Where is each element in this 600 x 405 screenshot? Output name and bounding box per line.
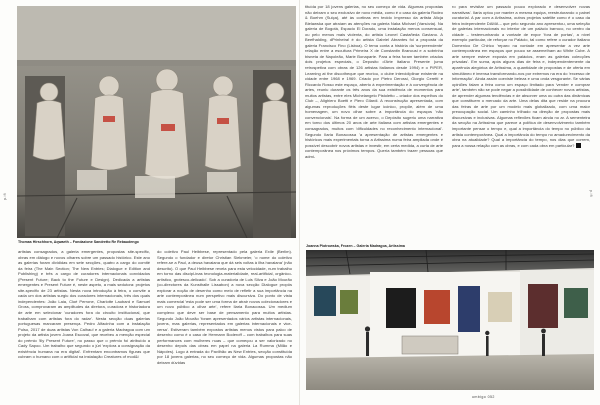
body-text: artistas consagrados, a galeria emergentes, propostas site-specific, obras em diálogo e novos olhares sobre um passado histórico. Este ano as galerias foram divididas em sete secções, quatro a cargo do comité da feira (The Main Section; The New Entries; Dialogue e Edition and Publishing) e três a cargo de curadores internacionais convidados (Present Future; Back to the Future e Design). Dedicada a artistas emergentes e Present Future é, neste aspeto, a mais sedutora: projetos site-specific de 23 artistas. Nesta nova introdução à feira, o convite a cada um dos artistas surgiu dos curadores internacionais, três dos quais independentes: João Laia, Cloé Perrone, Charlotte Laubard e Samuel Gross, comprovaram as amplitudes da diretora, curadora e historiadora de arte em selecionar 'curadores fora do circuito institucional, que trabalham com artistas fora do radar'. Nesta secção duas galerias portuguesas marcaram presença. Pedro Alfacinha com a instalação Pulso, 2017 de duas artistas Von Calhau! e a galeria Madragoa com um projeto da artista jovem Joana Escoval, que recebeu a menção especial do prémio 'illy Present Future', no passo que o prémio foi atribuído a Cady Sapoo. Um trabalho que segundo o júri 'explora a consignação da existência humana na era digital'. Enfrentam encontramos figuras que cubram o humano com o artificial na instalação Creatures of mod&i — [18, 249, 150, 360]
page-folio: p.ifi — [3, 192, 7, 200]
gallery-booth-photo — [306, 250, 594, 390]
body-text: do coletivo Paul Heibbese, representado pela galeria Exile (Berlim). Segundo o fundador e diretor Christian Siekmeier, 'o nome do coletivo refere-se a Paul, a deusa havaiana que dá seis voltas à ilha havaiana' (não descrito). O que Paul Heibbese revela para esta velocidade, num trabalho em torno das discipl-inas tecnologia-materialidade, real-artificial, orgânico-artístico, grotesco-delicado'. Sob a curadoria de Luis Silva e João Mourão (co-directores da Kunsthalle Lissabon) a nova secção Dialogue propôs explorar a noção de desenho como meio de refletir a sua importância na arte contemporânea num perspetivo mais discursiva. Do ponto de vista mais comercial 'esta pode ser uma forma de atrair novos colecionadores e um novo público a olhar arte', refere Ilaria Bonacossa. Um medium complexo que deve ser base de pensamento para muitos artistas. Segundo João Mourão 'foram apresentados vários artistas internacionais, jovens, mas galerias, representados em galerias internacionais e vice-versa'. Estiveram também expostos artistas menos vistos para palco de desenho como é o caso de Hermann Boderoff – com trabalhos para suas performances com mulheres nuas – que começou a ser valorizado no desenho depois das obras em papel na galeria La Rumma (Milão e Nápoles). Logo à entrada do Pavilhão as New Entries, secção constituída por 18 jovens galerias, no seu começo de vida. Algumas propostas não deixam dúvidas — [157, 249, 292, 365]
article-column — [157, 249, 292, 399]
photo-caption: Thomas Hirschhorn, Aqwaeth – Fondazione Sandretto Re Rebaudengo — [18, 240, 139, 244]
page-folio: p.ifi — [589, 190, 593, 198]
body-text-span: ro para revisitar um passado pouco explorado e desenvolver novas narrativas'. Ilaria optou por manter a mesma equipa, reestruturando o painel curatorial. A par com a Artissima, outros projetos satélite como é o caso da feira independente DAMA – que pelo segundo ano apresentou, uma seleção de galerias internacionais no interior de um palácio barroco, no centro da cidade – testemunhando a vontade de expor 'fora de portas', a nível exemplo particular, de reforçar no Palácio, tal como refere o curador italiano Domenico De Chirico 'reparo na vontade em apresentar a vez arte contemporânea em espaços que pouco se assemelham ao White Cube. A arte sempre esteve exposta em palácios, eram as galerias colecções privadas'. Em suma, após alguns dias de feira e, independentemente da aparência alegórica de Artissima, a quantidade de propostas e de oferta em simultâneo é imensa transformando-nos por extremos na era do 'excesso de informação'. Ainda assim coexiste beleza e uma onda vesgorante. Se várias opiniões falam a feira como um espaço limitado para 'vender e comprar arte', também não se pode negar a possibilidade de conhecer novos artistas, de aprender algumas tendências e de absorver uma ou outra das dinâmicas que constituem o mercado da arte. Uma delas dita que reside na procura das feiras de arte por um modelo mais globalizado, com uma maior preocupação social. Um caminho trilhado na direção de propostas mais discursivas e inclusivas. Algumas reflexões ficam ainda no ar. A sementeira da secção na Artissima que parece a política de desenvolvimento também importante pensar o tempo e, qual a importância do tempo no público da artista contemporânea. Qual a importância do tempo no amadurecimento da obra na atualidade? Qual a importância do tempo, nos dias que correm, para a nossa relação com as obras, e com cada obra em particular? — [452, 4, 590, 148]
page-footer: umbigo 052 — [472, 395, 495, 399]
article-column — [452, 4, 590, 238]
end-of-article-mark — [576, 143, 581, 148]
article-column — [18, 249, 150, 399]
photo-caption: Joanna Piotrowska, Frozen – Galeria Madragoa, Artissima — [306, 244, 405, 248]
body-text — [452, 4, 590, 148]
exhibition-photo-mannequins — [17, 6, 296, 238]
body-text: tituída por 18 jovens galerias, no seu começo de vida. Algumas propostas não deixam o seu exclusivo de novo média, como é o caso da galeria Rodeo & Boehm (Suiça), até às cortinas em tecido impresso da artista Alicja Bielawska que atraíam as atenções na galeria Naka Michael (Varsóvia). Na galeria de Bogotá, Espacio El Dorado, uma instalação menos consensual, ou pelo menos mais violenta, do artista Leonel Castañeda Gaviano. A Beefhalding, dPrinheira! é do artista Gabriel Abrantes foi a proposta da galeria Francisco Fino (Lisboa). O tema conta a história da 'surpreendente' relação entre a escultura Primeira X de Constantin Brancusi e a sobrinha bisneta de Napoleão, Marie Bonaparte. Para a feira foram também criados dois projetos especiais, o Deposito d'Arte Italiano Presente (uma retrospetiva com obras de 126 artistas italianos desde 1994) e o PIPER, Learning at the discotheque que recriou, o clube intercidiplinar existente na cidade entre 1968 e 1969. Criado por Pietro Derossi, Giorgio Ceretti e Riccardo Rosso este espaço, aberto à experimentação e à convergência de artes, reuniu durante os três anos da sua existência de momentos para muitos artistas, entre eles Michelangelo Pistoletto – criador dos espelhos do Club –, Alighiero Boetti e Piero Gilardi. A reconstrução apresentada, com algumas reproduções fiéis deste lugar icónico, propõe, além de uma homenagem, um novo olhar sobre a importância do espaços 'não convencionais'. Na forma de um acervo, o Depósito sugeriu uma narrativa em torno dos últimos 20 anos de arte italiana com artistas emergentes e consagrados, muitos com 'dificuldades no reconhecimento internacional'. Segundo Ilaria Bonacossa 'a apresentação de artistas emergentes e históricos mais experimentais torna a Artissima numa feira ampliada onde é possível descobrir novos artistas e investir, em certa medida, a curta de arte contemporânea nos próximos tempos. Quería também trazer pessoas que admi- — [305, 4, 443, 159]
article-column — [305, 4, 443, 238]
right-page — [300, 0, 600, 405]
